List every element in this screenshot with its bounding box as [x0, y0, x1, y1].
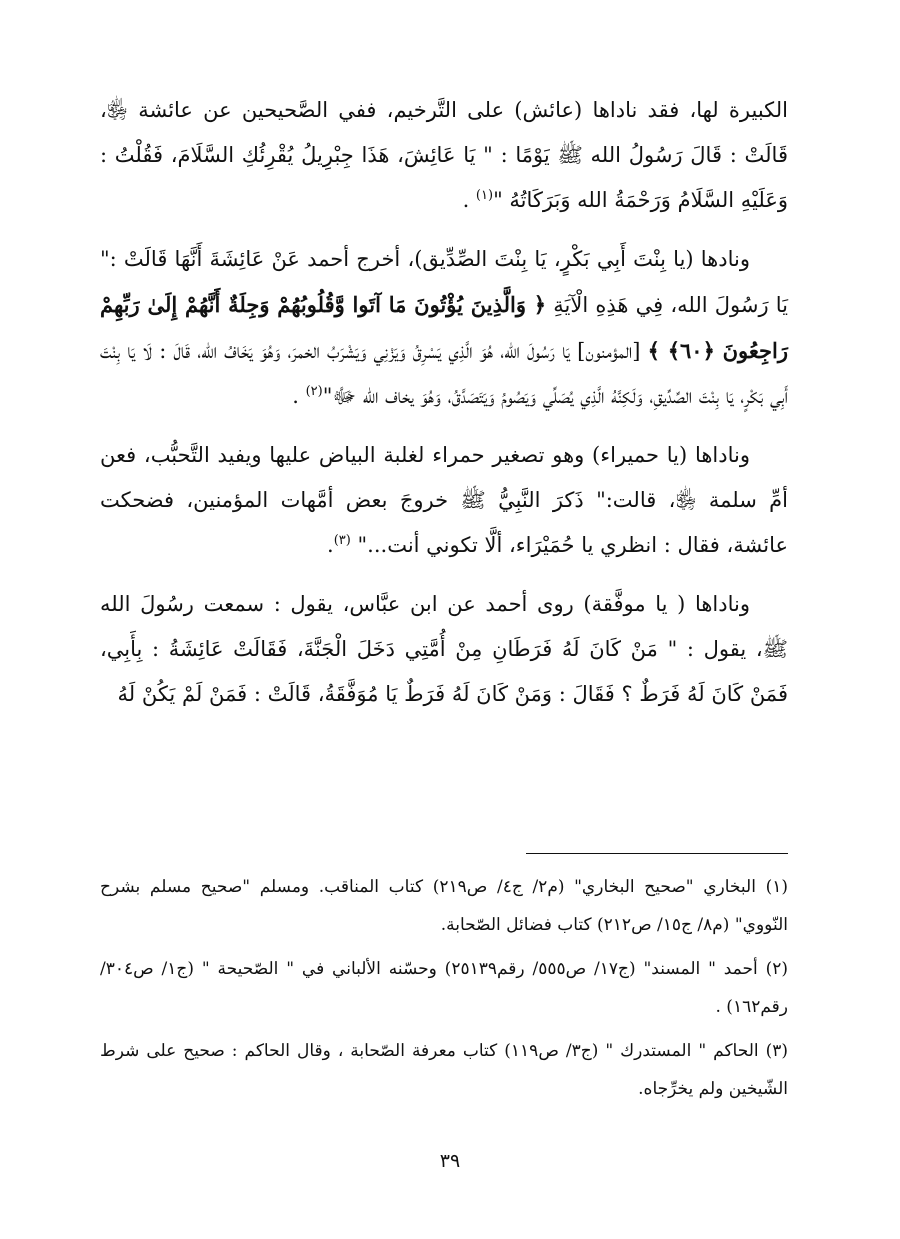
footnote-ref-2[interactable]: (٢)	[305, 384, 323, 399]
paragraph-bint-abi-bakr	[100, 237, 788, 419]
paragraph-muwaffaqa	[100, 582, 788, 717]
page-number: ٣٩	[439, 1150, 461, 1172]
paragraph-text: وناداها ( يا موفَّقة) روى أحمد عن ابن عبَّاس، يقول : سمعت رسُولَ الله ﷺ، يقول : " مَنْ كَانَ لَهُ فَرَطَانِ مِنْ أُمَّتِي دَخَلَ الْجَنَّةَ، فَقَالَتْ عَائِشَةُ : بِأَبِي، فَمَنْ كَانَ لَهُ فَرَطٌ ؟ فَقَالَ : وَمَنْ كَانَ لَهُ فَرَطٌ يَا مُوَفَّقَةُ، قَالَتْ : فَمَنْ لَمْ يَكُنْ لَهُ	[100, 592, 788, 706]
footnote-ref-1[interactable]: (١)	[475, 188, 494, 203]
footnotes	[100, 868, 788, 1114]
footnote-1: (١) البخاري "صحيح البخاري" (م٢/ ج٤/ ص٢١٩) كتاب المناقب. ومسلم "صحيح مسلم بشرح النّووي" (م٨/ ج١٥/ ص٢١٢) كتاب فضائل الصّحابة.	[100, 877, 788, 935]
paragraph-aisha-greeting	[100, 88, 788, 223]
footnote-separator	[526, 853, 788, 854]
paragraph-text: [المؤمنون] يَا رَسُولَ الله، هُوَ الَّذِي يَسْرِقُ وَيَزْنِي وَيَشْرَبُ الخمرَ، وَهُوَ يَخَافُ الله، قَالَ : لَا يَا بِنْتَ أَبِي بَكْرٍ، يَا بِنْتَ الصِّدِّيقِ، وَلَكِنَّهُ الَّذِي يُصَلِّي وَيَصُومُ وَيَتَصَدَّقُ، وَهُوَ يخاف الله ﷻ"	[100, 339, 788, 408]
quran-verse: ﴿ وَالَّذِينَ يُؤْتُونَ مَا آتَوا وَّقُلُوبُهُمْ وَجِلَةٌ أَنَّهُمْ إِلَىٰ رَبِّهِمْ رَاجِعُونَ ﴿٦٠﴾ ﴾	[100, 292, 788, 363]
footnote-ref-3[interactable]: (٣)	[333, 533, 351, 548]
paragraph-text: .	[327, 533, 334, 557]
paragraph-humaira	[100, 433, 788, 568]
footnote-2: (٢) أحمد " المسند" (ج١٧/ ص٥٥٥/ رقم٢٥١٣٩) وحسّنه الألباني في " الصّحيحة " (ج١/ ص٣٠٤/ رقم١٦٢) .	[100, 959, 789, 1017]
paragraph-text: ونادها (يا بِنْتَ أَبِي بَكْرٍ، يَا بِنْتَ الصِّدِّيق)، أخرج أحمد عَنْ عَائِشَةَ أَنَّهَا قَالَتْ :" يَا رَسُولَ الله، فِي هَذِهِ الْآيَةِ	[100, 247, 788, 317]
paragraph-text: .	[462, 188, 476, 212]
paragraph-text: .	[292, 384, 306, 408]
paragraph-text: الكبيرة لها، فقد ناداها (عائش) على التَّرخيم، ففي الصَّحيحين عن عائشة ﵂، قَالَتْ : قَالَ رَسُولُ الله ﷺ يَوْمًا : " يَا عَائِشَ، هَذَا جِبْرِيلُ يُقْرِئُكِ السَّلَامَ، فَقُلْتُ : وَعَلَيْهِ السَّلَامُ وَرَحْمَةُ الله وَبَرَكَاتُهُ "	[100, 98, 788, 212]
footnote-3: (٣) الحاكم " المستدرك " (ج٣/ ص١١٩) كتاب معرفة الصّحابة ، وقال الحاكم : صحيح على شرط الشّيخين ولم يخرِّجاه.	[100, 1041, 788, 1099]
main-text	[100, 88, 788, 731]
paragraph-text: وناداها (يا حميراء) وهو تصغير حمراء لغلبة البياض عليها ويفيد التَّحبُّب، فعن أمِّ سلمة ﵂، قالت:" ذَكرَ النَّبِيُّ ﷺ خروجَ بعض أمَّهات المؤمنين، فضحكت عائشة، فقال : انظري يا حُمَيْرَاء، ألَّا تكوني أنت..."	[100, 443, 788, 557]
